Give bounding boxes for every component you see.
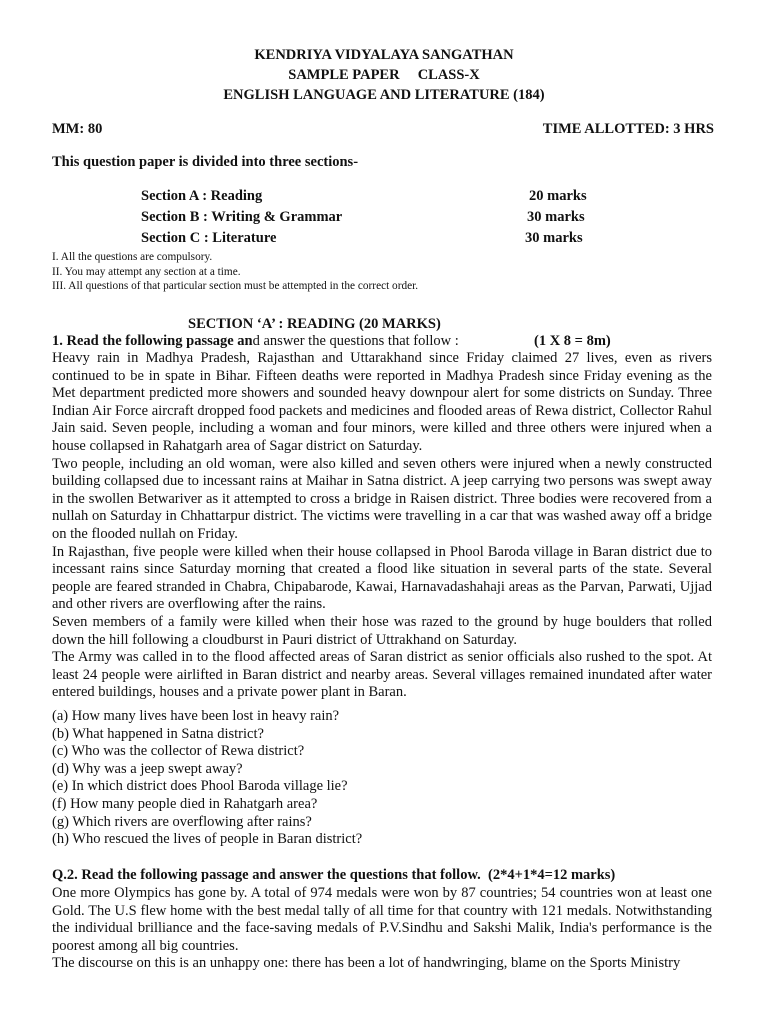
passage-paragraph: Heavy rain in Madhya Pradesh, Rajasthan and Uttarakhand since Friday claimed 27 lives, even as rivers continued to be in spate in Bihar. Fifteen deaths were reported in Madhya Pradesh since Friday evening as the Met department predicted more showers and sounded heavy downpour alert for some districts on Sunday. Three Indian Air Force aircraft dropped food packets and medicines and flooded areas of Rewa district, Collector Rahul Jain said. Seven people, including a woman and four minors, were killed and three others were injured when a house collapsed in Rahatgarh area of Sagar district on Saturday.: [52, 350, 712, 454]
sections-list: [141, 186, 601, 249]
section-name: Section C : Literature: [141, 230, 277, 246]
section-marks: 30 marks: [527, 209, 585, 225]
section-marks: 30 marks: [525, 230, 583, 246]
subquestion: (b) What happened in Satna district?: [52, 725, 264, 742]
question-1-marks: (1 X 8 = 8m): [534, 333, 611, 349]
passage-paragraph: The discourse on this is an unhappy one: there has been a lot of handwringing, blame on the Sports Ministry: [52, 955, 681, 972]
instruction-item: I. All the questions are compulsory.: [52, 251, 213, 263]
general-instructions: [52, 250, 418, 294]
header-paper-class: SAMPLE PAPER CLASS-X: [288, 67, 480, 83]
passage-paragraph: One more Olympics has gone by. A total of 974 medals were won by 87 countries; 54 countries won at least one Gold. The U.S flew home with the best medal tally of all time for that country with 121 medals. Notwithstanding the individual brilliance and the face-saving medals of P.V.Sindhu and Sakshi Malik, India's performance is the poorest among all big countries.: [52, 885, 712, 954]
paper-header: [0, 45, 768, 105]
section-row: [141, 186, 601, 207]
passage-paragraph: Seven members of a family were killed when their hose was razed to the ground by huge boulders that rolled down the hill following a cloudburst in Pauri district of Uttrakhand on Saturday.: [52, 613, 712, 648]
intro-text: This question paper is divided into three sections-: [52, 154, 359, 170]
passage-1: [52, 350, 712, 702]
subquestion: (e) In which district does Phool Baroda village lie?: [52, 778, 348, 795]
marks-time-row: [52, 121, 714, 138]
section-a-title: SECTION ‘A’ : READING (20 MARKS): [188, 316, 441, 332]
section-row: [141, 228, 601, 249]
max-marks: MM: 80: [52, 121, 103, 137]
section-name: Section A : Reading: [141, 188, 263, 204]
question-1-rest: d answer the questions that follow :: [252, 333, 459, 349]
passage-paragraph: In Rajasthan, five people were killed when their house collapsed in Phool Baroda village in Baran district due to incessant rains since Saturday morning that created a flood like situation in several parts of the state. Several people are feared stranded in Chabra, Chipabarode, Kawai, Harnavadashahaji areas as the Parvan, Parwati, Ujjad and other rivers are overflowing after the rains.: [52, 543, 712, 613]
subquestion: (c) Who was the collector of Rewa district?: [52, 743, 305, 760]
passage-paragraph: Two people, including an old woman, were also killed and seven others were injured when a newly constructed building collapsed due to incessant rains at Maihar in Satna district. A jeep carrying two persons was swept away in the swollen Betwariver as it attempted to cross a bridge in Raisen district. Three bodies were recovered from a nullah on Saturday in Chhattarpur district. The victims were travelling in a car that was washed away off a bridge on the flooded nullah on Friday.: [52, 455, 712, 542]
passage-paragraph: The Army was called in to the flood affected areas of Saran district as senior officials also rushed to the spot. At least 24 people were airlifted in Baran district and nearby areas. Several villages remained inundated after water entered buildings, houses and a private power plant in Baran.: [52, 649, 712, 701]
subquestion: (d) Why was a jeep swept away?: [52, 760, 243, 777]
instruction-item: II. You may attempt any section at a time.: [52, 265, 241, 278]
question-1-prompt: [52, 333, 714, 350]
time-allotted: TIME ALLOTTED: 3 HRS: [542, 121, 714, 137]
subquestion: (h) Who rescued the lives of people in Baran district?: [52, 831, 363, 848]
subquestion: (a) How many lives have been lost in heavy rain?: [52, 708, 340, 724]
subquestion: (f) How many people died in Rahatgarh area?: [52, 795, 318, 812]
subquestion: (g) Which rivers are overflowing after rains?: [52, 813, 312, 830]
passage-2: [52, 885, 712, 973]
section-row: [141, 207, 601, 228]
question-1-subquestions: [52, 708, 362, 849]
instruction-item: III. All questions of that particular section must be attempted in the correct order.: [52, 280, 419, 293]
section-name: Section B : Writing & Grammar: [141, 209, 343, 225]
header-organization: KENDRIYA VIDYALAYA SANGATHAN: [254, 47, 514, 63]
question-2-prompt: Q.2. Read the following passage and answer the questions that follow. (2*4+1*4=12 marks): [52, 867, 616, 883]
header-subject: ENGLISH LANGUAGE AND LITERATURE (184): [223, 87, 545, 103]
section-marks: 20 marks: [529, 188, 587, 204]
question-1-bold: 1. Read the following passage an: [52, 333, 253, 349]
